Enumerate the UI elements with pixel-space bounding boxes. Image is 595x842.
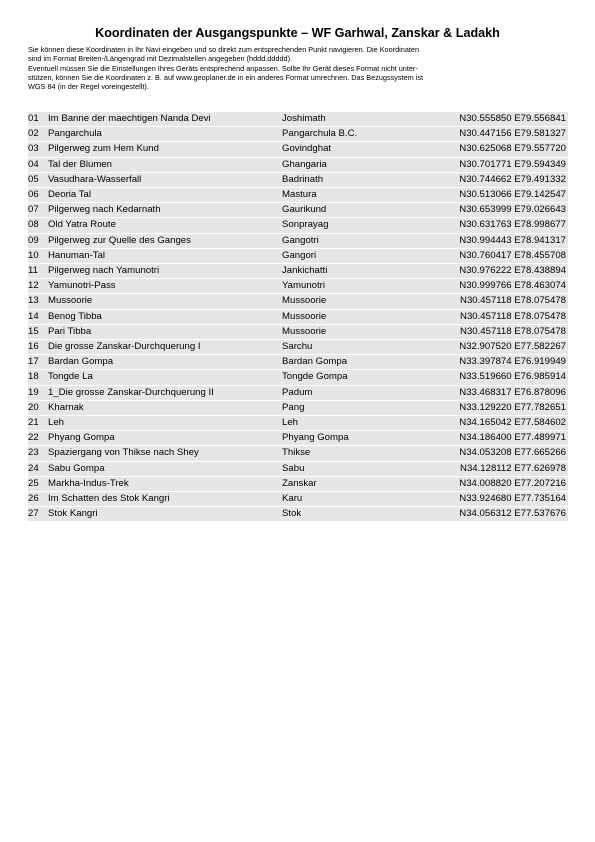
route-name: Im Schatten des Stok Kangri bbox=[48, 492, 282, 507]
start-place: Govindghat bbox=[282, 142, 438, 157]
route-name: Deoria Tal bbox=[48, 188, 282, 203]
table-row bbox=[28, 188, 568, 203]
page-title: Koordinaten der Ausgangspunkte – WF Garhwal, Zanskar & Ladakh bbox=[95, 26, 500, 40]
route-name: Tongde La bbox=[48, 370, 282, 385]
row-number: 26 bbox=[28, 492, 48, 507]
start-place: Leh bbox=[282, 416, 438, 431]
table-row bbox=[28, 492, 568, 507]
coordinates: N30.744662 E79.491332 bbox=[438, 172, 568, 187]
coordinates: N32.907520 E77.582267 bbox=[438, 340, 568, 355]
coordinates: N30.457118 E78.075478 bbox=[438, 309, 568, 324]
row-number: 22 bbox=[28, 431, 48, 446]
route-name: Spaziergang von Thikse nach Shey bbox=[48, 446, 282, 461]
route-name: Pangarchula bbox=[48, 127, 282, 142]
start-place: Sarchu bbox=[282, 340, 438, 355]
route-name: Benog Tibba bbox=[48, 309, 282, 324]
start-place: Gaurikund bbox=[282, 203, 438, 218]
row-number: 08 bbox=[28, 218, 48, 233]
route-name: Pilgerweg nach Kedarnath bbox=[48, 203, 282, 218]
route-name: Im Banne der maechtigen Nanda Devi bbox=[48, 112, 282, 127]
coordinates: N30.701771 E79.594349 bbox=[438, 157, 568, 172]
start-place: Stok bbox=[282, 507, 438, 522]
row-number: 10 bbox=[28, 248, 48, 263]
intro-line: Sie können diese Koordinaten in Ihr Navi eingeben und so direkt zum entsprechenden Punkt navigieren. Die Koordinaten bbox=[28, 45, 420, 54]
table-row bbox=[28, 416, 568, 431]
table-row bbox=[28, 279, 568, 294]
start-place: Jankichatti bbox=[282, 264, 438, 279]
start-place: Mussoorie bbox=[282, 309, 438, 324]
coordinates: N34.056312 E77.537676 bbox=[438, 507, 568, 522]
table-row bbox=[28, 461, 568, 476]
route-name: Markha-Indus-Trek bbox=[48, 476, 282, 491]
table-row bbox=[28, 431, 568, 446]
row-number: 27 bbox=[28, 507, 48, 522]
row-number: 06 bbox=[28, 188, 48, 203]
row-number: 04 bbox=[28, 157, 48, 172]
coordinates: N30.457118 E78.075478 bbox=[438, 294, 568, 309]
table-row bbox=[28, 127, 568, 142]
route-name: Leh bbox=[48, 416, 282, 431]
row-number: 09 bbox=[28, 233, 48, 248]
coordinates: N30.999766 E78.463074 bbox=[438, 279, 568, 294]
coordinates: N34.008820 E77.207216 bbox=[438, 476, 568, 491]
row-number: 19 bbox=[28, 385, 48, 400]
route-name: Kharnak bbox=[48, 400, 282, 415]
row-number: 23 bbox=[28, 446, 48, 461]
start-place: Sonprayag bbox=[282, 218, 438, 233]
start-place: Thikse bbox=[282, 446, 438, 461]
table-row bbox=[28, 233, 568, 248]
coordinates: N30.653999 E79.026643 bbox=[438, 203, 568, 218]
coordinates: N34.128112 E77.626978 bbox=[438, 461, 568, 476]
start-place: Zanskar bbox=[282, 476, 438, 491]
table-row bbox=[28, 324, 568, 339]
coordinates: N30.994443 E78.941317 bbox=[438, 233, 568, 248]
row-number: 24 bbox=[28, 461, 48, 476]
table-row bbox=[28, 172, 568, 187]
coordinates: N33.129220 E77.782651 bbox=[438, 400, 568, 415]
coordinates: N33.397874 E76.919949 bbox=[438, 355, 568, 370]
start-place: Padum bbox=[282, 385, 438, 400]
row-number: 01 bbox=[28, 112, 48, 127]
start-place: Gangori bbox=[282, 248, 438, 263]
coordinates: N30.513066 E79.142547 bbox=[438, 188, 568, 203]
table-row bbox=[28, 385, 568, 400]
row-number: 20 bbox=[28, 400, 48, 415]
route-name: Tal der Blumen bbox=[48, 157, 282, 172]
table-row bbox=[28, 218, 568, 233]
coordinates: N30.976222 E78.438894 bbox=[438, 264, 568, 279]
table-row bbox=[28, 370, 568, 385]
coordinates: N34.165042 E77.584602 bbox=[438, 416, 568, 431]
start-place: Bardan Gompa bbox=[282, 355, 438, 370]
start-place: Karu bbox=[282, 492, 438, 507]
coordinates: N33.924680 E77.735164 bbox=[438, 492, 568, 507]
coordinates: N30.760417 E78.455708 bbox=[438, 248, 568, 263]
start-place: Mastura bbox=[282, 188, 438, 203]
row-number: 07 bbox=[28, 203, 48, 218]
row-number: 13 bbox=[28, 294, 48, 309]
intro-line: stützen, können Sie die Koordinaten z. B. auf www.geoplaner.de in ein anderes Format umrechnen. Das Bezugssystem ist bbox=[28, 72, 424, 82]
coordinates: N30.447156 E79.581327 bbox=[438, 127, 568, 142]
coordinates: N33.468317 E76.878096 bbox=[438, 385, 568, 400]
route-name: Bardan Gompa bbox=[48, 355, 282, 370]
route-name: 1_Die grosse Zanskar-Durchquerung II bbox=[48, 385, 282, 400]
coordinates: N34.053208 E77.665266 bbox=[438, 446, 568, 461]
coordinates-table bbox=[28, 112, 568, 522]
table-row bbox=[28, 264, 568, 279]
row-number: 15 bbox=[28, 324, 48, 339]
row-number: 16 bbox=[28, 340, 48, 355]
row-number: 05 bbox=[28, 172, 48, 187]
coordinates: N30.625068 E79.557720 bbox=[438, 142, 568, 157]
row-number: 12 bbox=[28, 279, 48, 294]
table-row bbox=[28, 157, 568, 172]
route-name: Mussoorie bbox=[48, 294, 282, 309]
table-row bbox=[28, 309, 568, 324]
start-place: Joshimath bbox=[282, 112, 438, 127]
intro-line: sind im Format Breiten-/Längengrad mit Dezimalstellen angegeben (hddd.ddddd). bbox=[28, 54, 293, 64]
coordinates: N34.186400 E77.489971 bbox=[438, 431, 568, 446]
table-row bbox=[28, 112, 568, 127]
route-name: Phyang Gompa bbox=[48, 431, 282, 446]
intro-line: Eventuell müssen Sie die Einstellungen Ihres Geräts entsprechend anpassen. Sollte Ihr Gerät dieses Format nicht unter- bbox=[28, 63, 418, 73]
start-place: Pang bbox=[282, 400, 438, 415]
start-place: Tongde Gompa bbox=[282, 370, 438, 385]
route-name: Pilgerweg zur Quelle des Ganges bbox=[48, 233, 282, 248]
row-number: 18 bbox=[28, 370, 48, 385]
coordinates: N30.631763 E78.998677 bbox=[438, 218, 568, 233]
table-row bbox=[28, 446, 568, 461]
route-name: Vasudhara-Wasserfall bbox=[48, 172, 282, 187]
table-row bbox=[28, 476, 568, 491]
table-row bbox=[28, 248, 568, 263]
intro-text bbox=[28, 45, 573, 91]
route-name: Die grosse Zanskar-Durchquerung I bbox=[48, 340, 282, 355]
table-row bbox=[28, 355, 568, 370]
table-row bbox=[28, 400, 568, 415]
coordinates: N33.519660 E76.985914 bbox=[438, 370, 568, 385]
row-number: 02 bbox=[28, 127, 48, 142]
start-place: Badrinath bbox=[282, 172, 438, 187]
table-row bbox=[28, 142, 568, 157]
route-name: Hanuman-Tal bbox=[48, 248, 282, 263]
start-place: Sabu bbox=[282, 461, 438, 476]
row-number: 11 bbox=[28, 264, 48, 279]
table-row bbox=[28, 294, 568, 309]
route-name: Stok Kangri bbox=[48, 507, 282, 522]
row-number: 17 bbox=[28, 355, 48, 370]
route-name: Yamunotri-Pass bbox=[48, 279, 282, 294]
coordinates: N30.555850 E79.556841 bbox=[438, 112, 568, 127]
route-name: Pari Tibba bbox=[48, 324, 282, 339]
coordinates-table-body bbox=[28, 112, 568, 522]
start-place: Pangarchula B.C. bbox=[282, 127, 438, 142]
route-name: Old Yatra Route bbox=[48, 218, 282, 233]
table-row bbox=[28, 507, 568, 522]
table-row bbox=[28, 340, 568, 355]
start-place: Gangotri bbox=[282, 233, 438, 248]
coordinates: N30.457118 E78.075478 bbox=[438, 324, 568, 339]
intro-line: WGS 84 (in der Regel voreingestellt). bbox=[28, 82, 149, 92]
start-place: Mussoorie bbox=[282, 324, 438, 339]
start-place: Ghangaria bbox=[282, 157, 438, 172]
row-number: 21 bbox=[28, 416, 48, 431]
row-number: 25 bbox=[28, 476, 48, 491]
route-name: Sabu Gompa bbox=[48, 461, 282, 476]
start-place: Mussoorie bbox=[282, 294, 438, 309]
route-name: Pilgerweg zum Hem Kund bbox=[48, 142, 282, 157]
route-name: Pilgerweg nach Yamunotri bbox=[48, 264, 282, 279]
row-number: 03 bbox=[28, 142, 48, 157]
start-place: Yamunotri bbox=[282, 279, 438, 294]
row-number: 14 bbox=[28, 309, 48, 324]
table-row bbox=[28, 203, 568, 218]
start-place: Phyang Gompa bbox=[282, 431, 438, 446]
